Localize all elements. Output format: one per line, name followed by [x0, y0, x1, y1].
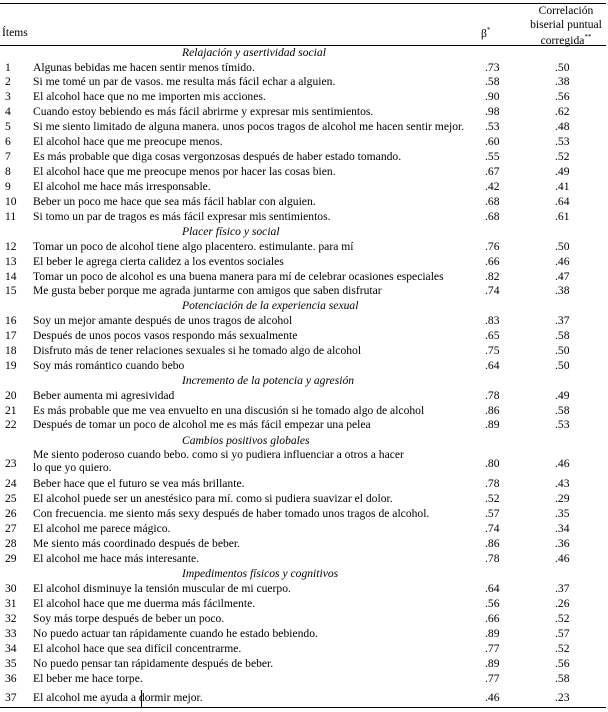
item-text: Beber hace que el futuro se vea más brillante.: [33, 477, 245, 490]
correlation-value: .46: [555, 255, 570, 268]
item-number: 17: [5, 329, 17, 342]
correlation-value: .50: [555, 61, 570, 74]
table-row: [0, 270, 606, 284]
beta-value: .89: [485, 627, 500, 640]
item-number: 20: [5, 389, 17, 402]
beta-value: .65: [485, 329, 500, 342]
item-text: Con frecuencia. me siento más sexy después de haber tomado unos tragos de alcohol.: [33, 507, 430, 520]
table-row: [0, 672, 606, 686]
correlation-value: .52: [555, 150, 570, 163]
item-number: 3: [5, 90, 11, 103]
beta-value: .76: [485, 240, 500, 253]
beta-value: .89: [485, 657, 500, 670]
table-row: [0, 75, 606, 89]
correlation-value: .37: [555, 314, 570, 327]
item-number: 31: [5, 597, 17, 610]
item-number: 27: [5, 522, 17, 535]
table-row: [0, 195, 606, 209]
item-text: Tomar un poco de alcohol es una buena manera para mí de celebrar ocasiones especiales: [33, 270, 444, 283]
item-number: 30: [5, 582, 17, 595]
beta-value: .86: [485, 537, 500, 550]
table-row: [0, 389, 606, 403]
table-row: [0, 537, 606, 551]
item-number: 6: [5, 135, 11, 148]
beta-value: .55: [485, 150, 500, 163]
table-row: [0, 120, 606, 134]
correlation-value: .49: [555, 389, 570, 402]
beta-value: .64: [485, 359, 500, 372]
correlation-value: .56: [555, 90, 570, 103]
item-number: 28: [5, 537, 17, 550]
item-number: 29: [5, 552, 17, 565]
table-row: [0, 344, 606, 358]
beta-value: .75: [485, 344, 500, 357]
item-text: El alcohol me ayuda a dormir mejor.: [33, 691, 203, 704]
correlation-value: .35: [555, 507, 570, 520]
table-row: [0, 492, 606, 506]
item-text: Soy más romántico cuando bebo: [33, 359, 185, 372]
section-heading: Relajación y asertividad social: [182, 46, 326, 59]
correlation-value: .34: [555, 522, 570, 535]
table-row: [0, 597, 606, 611]
correlation-value: .50: [555, 344, 570, 357]
correlation-value: .61: [555, 210, 570, 223]
item-text: El alcohol me hace más interesante.: [33, 552, 200, 565]
table-row: [0, 691, 606, 705]
table-row: [0, 284, 606, 298]
item-text: Me siento poderoso cuando bebo. como si yo pudiera influenciar a otros a hacer lo que yo quiero.: [33, 448, 404, 474]
item-number: 11: [5, 210, 17, 223]
table-row: [0, 450, 606, 478]
beta-value: .68: [485, 210, 500, 223]
section-heading: Placer físico y social: [182, 225, 280, 238]
item-number: 26: [5, 507, 17, 520]
correlation-value: .58: [555, 404, 570, 417]
beta-value: .66: [485, 255, 500, 268]
correlation-value: .38: [555, 284, 570, 297]
item-number: 35: [5, 657, 17, 670]
item-number: 33: [5, 627, 17, 640]
item-number: 14: [5, 270, 17, 283]
item-text: Es más probable que me vea envuelto en una discusión si he tomado algo de alcohol: [33, 404, 425, 417]
header-beta: β*: [481, 26, 491, 40]
item-text: Si me siento limitado de alguna manera. unos pocos tragos de alcohol me hacen sentir mejor.: [33, 120, 465, 133]
item-number: 5: [5, 120, 11, 133]
table-row: [0, 404, 606, 418]
table-row: [0, 255, 606, 269]
table-row: [0, 314, 606, 328]
correlation-value: .43: [555, 477, 570, 490]
item-number: 15: [5, 284, 17, 297]
correlation-value: .46: [555, 552, 570, 565]
correlation-value: .29: [555, 492, 570, 505]
beta-value: .74: [485, 522, 500, 535]
correlation-value: .38: [555, 75, 570, 88]
header-items: Ítems: [2, 26, 28, 39]
text-cursor: [141, 690, 142, 707]
item-text: Si tomo un par de tragos es más fácil expresar mis sentimientos.: [33, 210, 331, 223]
correlation-value: .41: [555, 180, 570, 193]
beta-value: .77: [485, 672, 500, 685]
correlation-value: .58: [555, 329, 570, 342]
bottom-rule: [0, 707, 606, 708]
table-row: [0, 582, 606, 596]
beta-value: .80: [485, 457, 500, 470]
item-number: 9: [5, 180, 11, 193]
correlation-value: .26: [555, 597, 570, 610]
item-text: Tomar un poco de alcohol tiene algo placentero. estimulante. para mí: [33, 240, 354, 253]
item-number: 24: [5, 477, 17, 490]
item-number: 34: [5, 642, 17, 655]
beta-value: .73: [485, 61, 500, 74]
beta-value: .82: [485, 270, 500, 283]
table-row: [0, 165, 606, 179]
beta-value: .64: [485, 582, 500, 595]
item-number: 12: [5, 240, 17, 253]
item-text: No puedo pensar tan rápidamente después de beber.: [33, 657, 274, 670]
correlation-value: .37: [555, 582, 570, 595]
item-text: El beber le agrega cierta calidez a los eventos sociales: [33, 255, 284, 268]
beta-value: .78: [485, 552, 500, 565]
item-number: 23: [5, 457, 17, 470]
table-row: [0, 507, 606, 521]
header-correlation: Correlación biserial puntual corregida**: [530, 4, 602, 47]
table-row: [0, 477, 606, 491]
item-number: 8: [5, 165, 11, 178]
beta-value: .60: [485, 135, 500, 148]
item-number: 25: [5, 492, 17, 505]
table-row: [0, 105, 606, 119]
item-number: 21: [5, 404, 17, 417]
correlation-value: .52: [555, 642, 570, 655]
item-number: 37: [5, 691, 17, 704]
item-text: El alcohol me hace más irresponsable.: [33, 180, 211, 193]
item-number: 22: [5, 418, 17, 431]
table-row: [0, 359, 606, 373]
correlation-value: .64: [555, 195, 570, 208]
item-text: El alcohol me parece mágico.: [33, 522, 171, 535]
beta-value: .58: [485, 75, 500, 88]
table-header: [0, 4, 606, 48]
table-row: [0, 657, 606, 671]
table-row: [0, 642, 606, 656]
correlation-value: .46: [555, 457, 570, 470]
correlation-value: .36: [555, 537, 570, 550]
item-text: Algunas bebidas me hacen sentir menos tímido.: [33, 61, 255, 74]
correlation-value: .58: [555, 672, 570, 685]
item-text: Beber aumenta mi agresividad: [33, 389, 175, 402]
item-text: Cuando estoy bebiendo es más fácil abrirme y expresar mis sentimientos.: [33, 105, 374, 118]
beta-value: .78: [485, 389, 500, 402]
correlation-value: .50: [555, 240, 570, 253]
item-number: 1: [5, 61, 11, 74]
table-row: [0, 627, 606, 641]
item-text: Si me tomé un par de vasos. me resulta más fácil echar a alguien.: [33, 75, 336, 88]
correlation-value: .52: [555, 612, 570, 625]
item-number: 32: [5, 612, 17, 625]
item-text: Es más probable que diga cosas vergonzosas después de haber estado tomando.: [33, 150, 402, 163]
table-row: [0, 522, 606, 536]
table-row: [0, 240, 606, 254]
correlation-value: .62: [555, 105, 570, 118]
correlation-value: .48: [555, 120, 570, 133]
item-text: El alcohol hace que me duerma más fácilmente.: [33, 597, 256, 610]
section-heading: Cambios positivos globales: [182, 434, 310, 447]
beta-value: .98: [485, 105, 500, 118]
table-row: [0, 61, 606, 75]
item-text: Soy un mejor amante después de unos tragos de alcohol: [33, 314, 293, 327]
item-text: El alcohol hace que me preocupe menos.: [33, 135, 223, 148]
beta-value: .86: [485, 404, 500, 417]
item-number: 7: [5, 150, 11, 163]
item-text: Soy más torpe después de beber un poco.: [33, 612, 225, 625]
correlation-value: .53: [555, 418, 570, 431]
item-text: No puedo actuar tan rápidamente cuando he estado bebiendo.: [33, 627, 318, 640]
table-row: [0, 90, 606, 104]
table-row: [0, 135, 606, 149]
table-row: [0, 552, 606, 566]
item-number: 10: [5, 195, 17, 208]
table-row: [0, 210, 606, 224]
beta-value: .53: [485, 120, 500, 133]
beta-value: .42: [485, 180, 500, 193]
correlation-value: .47: [555, 270, 570, 283]
item-text: Me siento más coordinado después de beber.: [33, 537, 241, 550]
beta-value: .90: [485, 90, 500, 103]
section-heading: Impedimentos físicos y cognitivos: [182, 567, 339, 580]
beta-value: .56: [485, 597, 500, 610]
table-row: [0, 180, 606, 194]
item-text: El alcohol hace que no me importen mis acciones.: [33, 90, 266, 103]
item-text: Beber un poco me hace que sea más fácil hablar con alguien.: [33, 195, 316, 208]
correlation-value: .56: [555, 657, 570, 670]
table-row: [0, 329, 606, 343]
item-text: Me gusta beber porque me agrada juntarme con amigos que saben disfrutar: [33, 284, 382, 297]
item-text: Después de unos pocos vasos respondo más sexualmente: [33, 329, 298, 342]
item-number: 18: [5, 344, 17, 357]
table-row: [0, 612, 606, 626]
beta-value: .52: [485, 492, 500, 505]
beta-value: .74: [485, 284, 500, 297]
item-text: Después de tomar un poco de alcohol me es más fácil empezar una pelea: [33, 418, 371, 431]
item-number: 19: [5, 359, 17, 372]
beta-value: .57: [485, 507, 500, 520]
beta-value: .89: [485, 418, 500, 431]
item-text: El beber me hace torpe.: [33, 672, 143, 685]
beta-value: .78: [485, 477, 500, 490]
beta-value: .66: [485, 612, 500, 625]
item-text: El alcohol hace que sea difícil concentrarme.: [33, 642, 242, 655]
beta-value: .68: [485, 195, 500, 208]
table-row: [0, 418, 606, 432]
item-text: El alcohol disminuye la tensión muscular de mi cuerpo.: [33, 582, 291, 595]
correlation-value: .50: [555, 359, 570, 372]
item-number: 2: [5, 75, 11, 88]
item-number: 36: [5, 672, 17, 685]
item-text: El alcohol hace que me preocupe menos por hacer las cosas bien.: [33, 165, 336, 178]
correlation-value: .53: [555, 135, 570, 148]
item-number: 16: [5, 314, 17, 327]
section-heading: Potenciación de la experiencia sexual: [182, 299, 359, 312]
item-number: 13: [5, 255, 17, 268]
item-text: El alcohol puede ser un anestésico para mí. como si pudiera suavizar el dolor.: [33, 492, 393, 505]
item-number: 4: [5, 105, 11, 118]
beta-value: .46: [485, 691, 500, 704]
correlation-value: .23: [555, 691, 570, 704]
item-text: Disfruto más de tener relaciones sexuales si he tomado algo de alcohol: [33, 344, 362, 357]
correlation-value: .49: [555, 165, 570, 178]
beta-value: .77: [485, 642, 500, 655]
beta-value: .67: [485, 165, 500, 178]
table-row: [0, 150, 606, 164]
beta-value: .83: [485, 314, 500, 327]
correlation-value: .57: [555, 627, 570, 640]
section-heading: Incremento de la potencia y agresión: [182, 374, 355, 387]
